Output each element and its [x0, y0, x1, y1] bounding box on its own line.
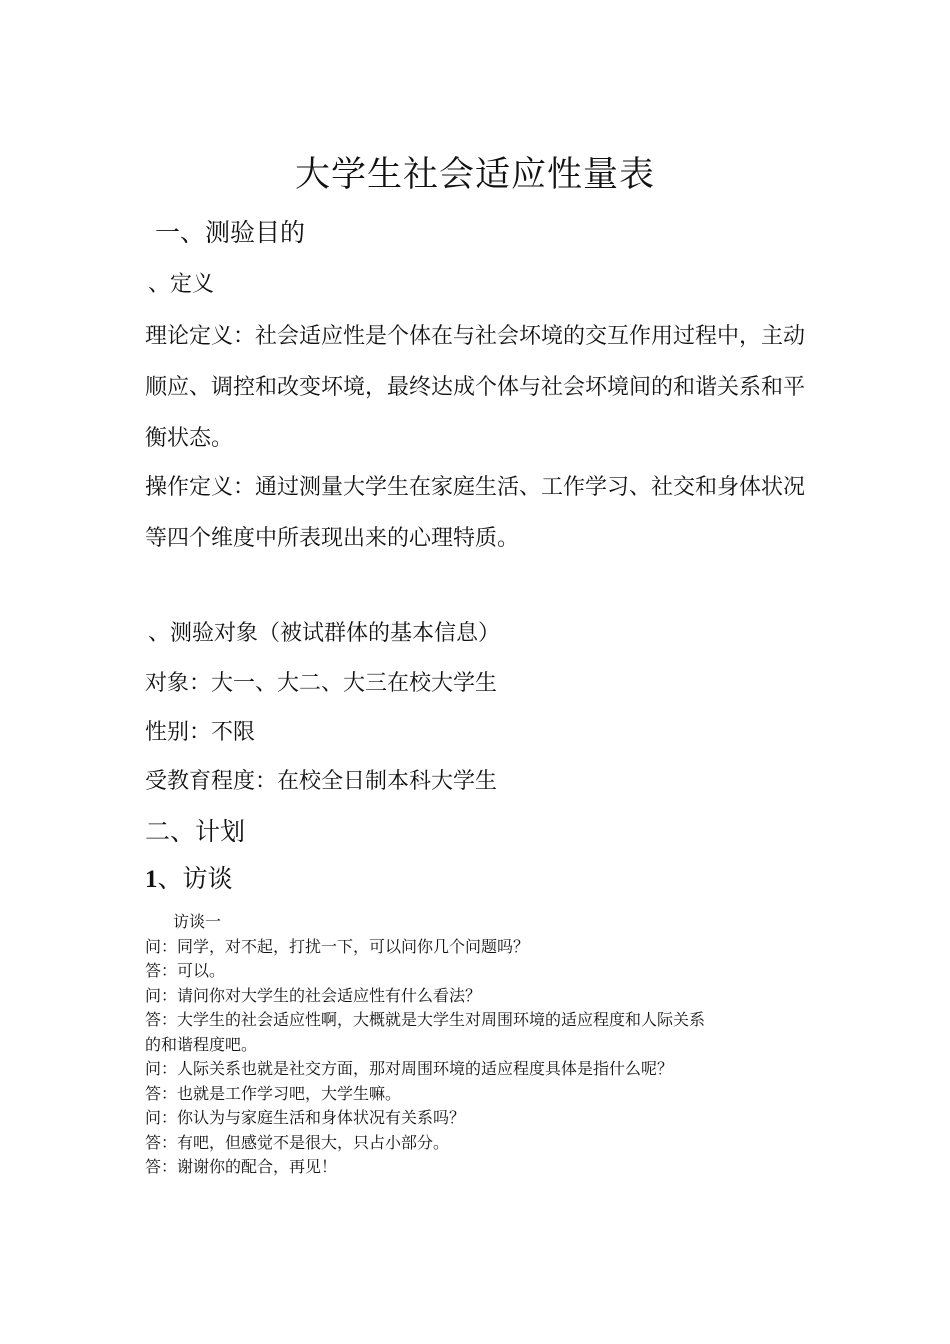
operation-definition-line: 等四个维度中所表现出来的心理特质。	[145, 526, 520, 551]
subjects-target: 对象：大一、大二、大三在校大学生	[145, 671, 498, 696]
subheading-definition: 、定义	[148, 272, 215, 297]
interview-line: 答：谢谢你的配合，再见！	[145, 1157, 338, 1176]
theory-definition-line: 衡状态。	[145, 426, 234, 451]
interview-line: 答：有吧，但感觉不是很大，只占小部分。	[145, 1132, 450, 1152]
interview-caption: 访谈一	[173, 912, 222, 931]
subjects-education: 受教育程度：在校全日制本科大学生	[145, 769, 498, 794]
interview-line: 问：请问你对大学生的社会适应性有什么看法？	[145, 985, 482, 1005]
interview-line: 答：可以。	[145, 961, 226, 980]
theory-definition-line: 顺应、调控和改变坏境，最终达成个体与社会坏境间的和谐关系和平	[145, 375, 806, 400]
document-title: 大学生社会适应性量表	[294, 155, 655, 195]
interview-line: 的和谐程度吧。	[145, 1034, 258, 1054]
subjects-gender: 性别：不限	[145, 720, 256, 745]
interview-transcript	[145, 910, 815, 1180]
subsection-label: 、访谈	[157, 864, 233, 893]
interview-line: 问：同学，对不起，打扰一下，可以问你几个问题吗？	[145, 936, 530, 956]
subsection-number: 1	[145, 866, 158, 893]
theory-definition-paragraph	[145, 311, 815, 464]
section-heading-plan: 二、计划	[145, 817, 246, 846]
subheading-subjects: 、测验对象（被试群体的基本信息）	[148, 621, 501, 646]
interview-line: 答：大学生的社会适应性啊，大概就是大学生对周围环境的适应程度和人际关系	[145, 1010, 706, 1029]
section-heading-purpose: 一、测验目的	[155, 218, 306, 247]
subsection-heading-interview	[145, 860, 233, 899]
operation-definition-paragraph	[145, 462, 815, 564]
interview-line: 问：你认为与家庭生活和身体状况有关系吗？	[145, 1108, 466, 1127]
interview-line: 问：人际关系也就是社交方面，那对周围环境的适应程度具体是指什么呢？	[145, 1059, 674, 1078]
theory-definition-line: 理论定义：社会适应性是个体在与社会坏境的交互作用过程中，主动	[145, 324, 806, 349]
operation-definition-line: 操作定义：通过测量大学生在家庭生活、工作学习、社交和身体状况	[145, 475, 806, 500]
interview-line: 答：也就是工作学习吧，大学生嘛。	[145, 1083, 402, 1103]
